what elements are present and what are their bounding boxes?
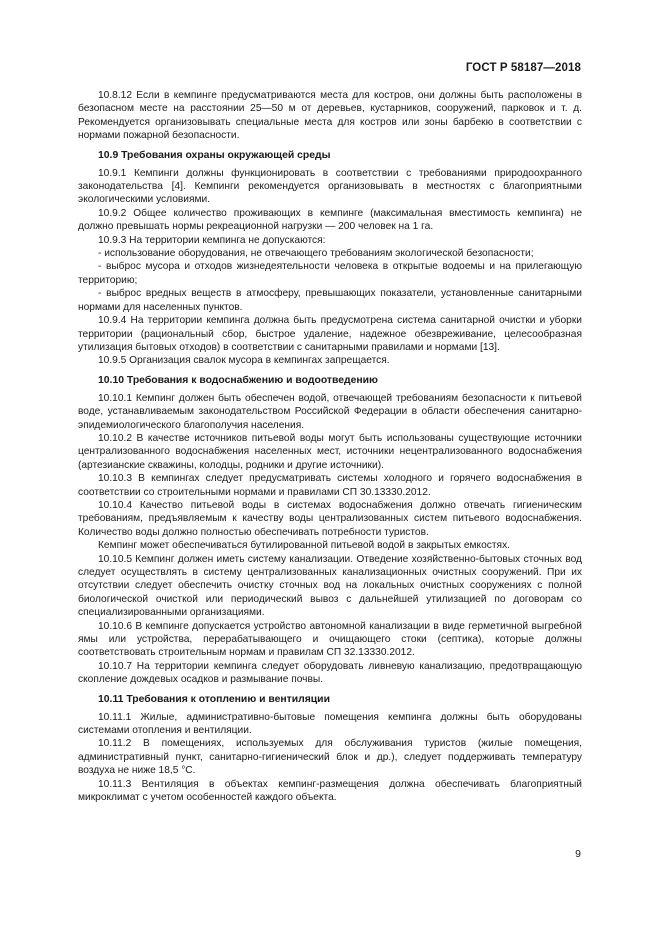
paragraph-10-10-4: 10.10.4 Качество питьевой воды в системах водоснабжения должно отвечать гигиеническим требованиям, предъявляемым к качеству воды централизованных систем питьевого водоснабжения. Количество воды должно полностью обеспечивать потребности туристов. [78,499,582,538]
paragraph-10-9-4: 10.9.4 На территории кемпинга должна быть предусмотрена система санитарной очистки и уборки территории (рациональный сбор, быстрое удаление, надежное обезвреживание, целесообразная утилизация бытовых отходов) в соответствии с санитарными правилами и нормами [13]. [78,315,582,353]
section-heading-10-9: 10.9 Требования охраны окружающей среды [98,149,331,161]
paragraph-10-8-12: 10.8.12 Если в кемпинге предусматриваются места для костров, они должны быть расположены в безопасном месте на расстоянии 25—50 м от деревьев, кустарников, сооружений, парковок и т. д. Рекомендуется организовывать специальные места для костров или зоны барбекю в соответствии с нормами пожарной безопасности. [78,90,582,142]
paragraph-10-9-3: 10.9.3 На территории кемпинга не допускаются: [98,234,326,246]
section-heading-10-11: 10.11 Требования к отоплению и вентиляции [98,693,330,705]
paragraph-10-10-3: 10.10.3 В кемпингах следует предусматривать системы холодного и горячего водоснабжения в соответствии со строительными нормами и правилами СП 30.13330.2012. [78,473,582,498]
list-item: - выброс вредных веществ в атмосферу, превышающих показатели, установленные санитарными нормами для населенных пунктов. [78,288,582,313]
standard-number: ГОСТ Р 58187—2018 [465,62,581,74]
list-item: - выброс мусора и отходов жизнедеятельности человека в открытые водоемы и на прилегающую территорию; [78,261,582,286]
paragraph-10-10-6: 10.10.6 В кемпинге допускается устройство автономной канализации в виде герметичной выгребной ямы или устройства, перерабатывающего и очищающего стоки (септика), которые должны соответствовать строительным нормам и правилам СП 32.13330.2012. [78,620,582,659]
paragraph-10-11-2: 10.11.2 В помещениях, используемых для обслуживания туристов (жилые помещения, административный пункт, санитарно-гигиенический блок и др.), следует поддерживать температуру воздуха не ниже 18,5 °С. [78,738,582,777]
paragraph-10-10-1: 10.10.1 Кемпинг должен быть обеспечен водой, отвечающей требованиям безопасности к питьевой воде, устанавливаемым законодательством Российской Федерации в области обеспечения санитарно-эпидемиологического благополучия населения. [78,392,582,431]
paragraph-bottled-water: Кемпинг может обеспечиваться бутилированной питьевой водой в закрытых емкостях. [98,540,510,552]
page-number: 9 [575,848,581,860]
page-body [78,89,582,805]
paragraph-10-10-7: 10.10.7 На территории кемпинга следует оборудовать ливневую канализацию, предотвращающую скопление дождевых осадков и размывание почвы. [78,660,582,686]
paragraph-10-10-5: 10.10.5 Кемпинг должен иметь систему канализации. Отведение хозяйственно-бытовых сточных вод следует осуществлять в систему централизованных канализационных очистных сооружений. При их отсутствии следует обеспечить очистку сточных вод на локальных очистных сооружениях с полной биологической очисткой или периодический вывоз с дальнейшей утилизацией по договорам со специализированными организациями. [78,553,582,619]
paragraph-10-9-2: 10.9.2 Общее количество проживающих в кемпинге (максимальная вместимость кемпинга) не должно превышать нормы рекреационной нагрузки — 200 человек на 1 га. [78,207,582,233]
paragraph-10-9-5: 10.9.5 Организация свалок мусора в кемпингах запрещается. [98,355,390,367]
paragraph-10-11-3: 10.11.3 Вентиляция в объектах кемпинг-размещения должна обеспечивать благоприятный микроклимат с учетом особенностей каждого объекта. [78,778,582,804]
section-heading-10-10: 10.10 Требования к водоснабжению и водоотведению [98,374,378,386]
list-item: - использование оборудования, не отвечающего требованиям экологической безопасности; [98,248,534,260]
paragraph-10-9-1: 10.9.1 Кемпинги должны функционировать в соответствии с требованиями природоохранного законодательства [4]. Кемпинги рекомендуется организовывать в местностях с благоприятными экологическими условиями. [78,167,582,206]
paragraph-10-11-1: 10.11.1 Жилые, административно-бытовые помещения кемпинга должны быть оборудованы системами отопления и вентиляции. [78,711,582,737]
paragraph-10-10-2: 10.10.2 В качестве источников питьевой воды могут быть использованы существующие источники централизованного водоснабжения населенных мест, источники нецентрализованного водоснабжения (артезианские скважины, колодцы, родники и другие источники). [78,432,582,471]
